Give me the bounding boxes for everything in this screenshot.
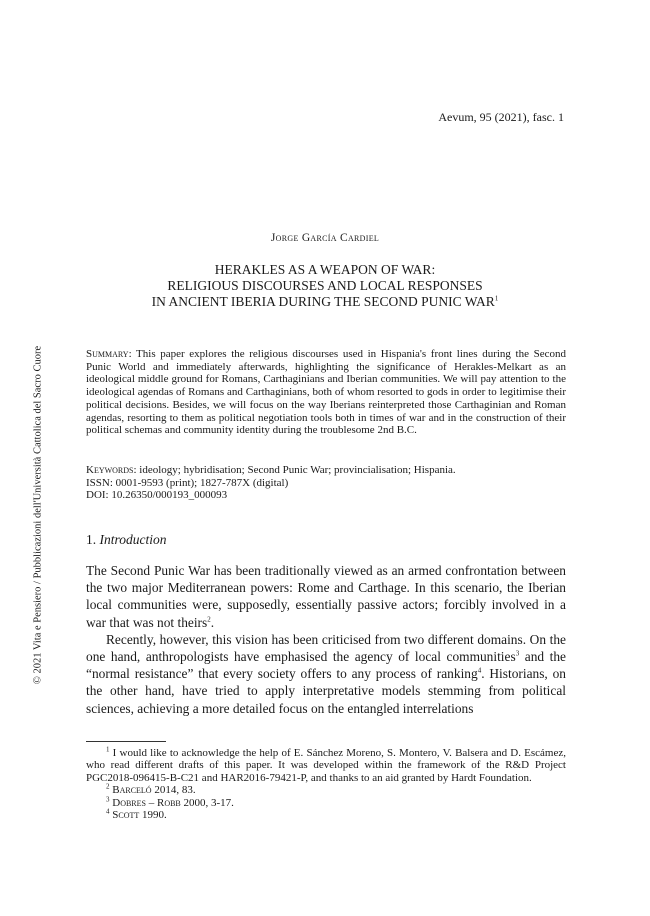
footnote-4-author: Scott [112, 809, 140, 822]
title-line-1: HERAKLES AS A WEAPON OF WAR: [214, 262, 436, 277]
footnote-2-author: Barceló [112, 784, 152, 797]
summary-label: Summary [86, 348, 129, 360]
summary-block [86, 348, 566, 437]
footnote-3-number: 3 [106, 794, 110, 803]
footnote-3-author: Dobres – Robb [112, 796, 181, 809]
paragraph-2-text-c: . Historians, on the other hand, have tried to apply interpretative models stemming from political sciences, achieving a more detailed focus on the entangled interrelations [86, 666, 566, 716]
title-line-3 [0, 294, 650, 310]
footnote-2-number: 2 [106, 782, 110, 791]
metadata-block [86, 464, 566, 502]
doi-line[interactable]: DOI: 10.26350/000193_000093 [86, 489, 228, 501]
paragraph-2-text-b: and the “normal resistance” that every society offers to any process of ranking [86, 649, 566, 682]
footnote-ref-3[interactable]: 3 [515, 649, 520, 658]
paragraph-1-text: The Second Punic War has been traditionally viewed as an armed confrontation between the two major Mediterranean powers: Rome and Carthage. In this scenario, the Iberian local communities were, supposedly, essentially passive actors; forcibly involved in a war that was not theirs [86, 563, 566, 630]
footnote-2 [86, 784, 566, 796]
section-number: 1. [86, 532, 100, 547]
footnote-divider [86, 741, 166, 742]
keywords-label: Keywords [86, 464, 134, 476]
title-line-3-text: IN ANCIENT IBERIA DURING THE SECOND PUNIC WAR [151, 294, 495, 309]
title-footnote-ref[interactable]: 1 [494, 294, 499, 303]
footnote-2-text: 2014, 83. [151, 784, 196, 797]
summary-text: : This paper explores the religious discourses used in Hispania's front lines during the Second Punic World and immediately afterwards, highlighting the significance of Herakles-Melkart as an ideological middle ground for Romans, Carthaginians and Iberian communities. We will pay attention to the ideological agendas of Romans and Carthaginians, both of whom resorted to gods in order to legitimise their political decisions. Besides, we will focus on the way Iberians reinterpreted those Carthaginian and Roman agendas, resorting to them as political negotiation tools both in times of war and in the construction of their political schemas and community identity during the troublesome 2nd B.C. [86, 348, 566, 437]
footnote-1-number: 1 [106, 745, 110, 754]
footnote-3 [86, 794, 566, 809]
paragraph-2 [86, 631, 566, 717]
footnote-4 [86, 809, 566, 821]
issn-line: ISSN: 0001-9593 (print); 1827-787X (digital) [86, 476, 289, 489]
footnote-1-text: I would like to acknowledge the help of E. Sánchez Moreno, S. Montero, V. Balsera and D. Escámez, who read different drafts of this paper. It was developed within the framework of the R&D Project PGC2018-096415-B-C21 and HAR2016-79421-P, and thanks to an aid granted by Hardt Foundation. [86, 747, 566, 784]
paragraph-2-text-a: Recently, however, this vision has been criticised from two different domains. On the one hand, anthropologists have emphasised the agency of local communities [86, 631, 566, 665]
journal-reference: Aevum, 95 (2021), fasc. 1 [438, 110, 564, 124]
footnote-3-text: 2000, 3-17. [180, 796, 234, 809]
paragraph-1 [86, 562, 566, 631]
keywords-line [86, 464, 566, 477]
footnote-ref-2[interactable]: 2 [207, 615, 211, 624]
body-text [86, 562, 566, 717]
footnote-1 [86, 747, 566, 784]
author-name: Jorge García Cardiel [270, 232, 380, 244]
paragraph-1-end: . [210, 614, 215, 630]
footnote-ref-4[interactable]: 4 [477, 666, 482, 675]
footnote-4-text: 1990. [139, 809, 167, 822]
article-title [0, 262, 650, 310]
section-title: Introduction [99, 532, 167, 547]
keywords-text: : ideology; hybridisation; Second Punic War; provincialisation; Hispania. [133, 464, 456, 476]
copyright-sidebar: © 2021 Vita e Pensiero / Pubblicazioni dell'Università Cattolica del Sacro Cuore [32, 345, 44, 685]
footnotes [86, 747, 566, 821]
title-line-2: RELIGIOUS DISCOURSES AND LOCAL RESPONSES [167, 278, 483, 293]
footnote-4-number: 4 [106, 807, 110, 816]
section-heading [86, 532, 167, 548]
